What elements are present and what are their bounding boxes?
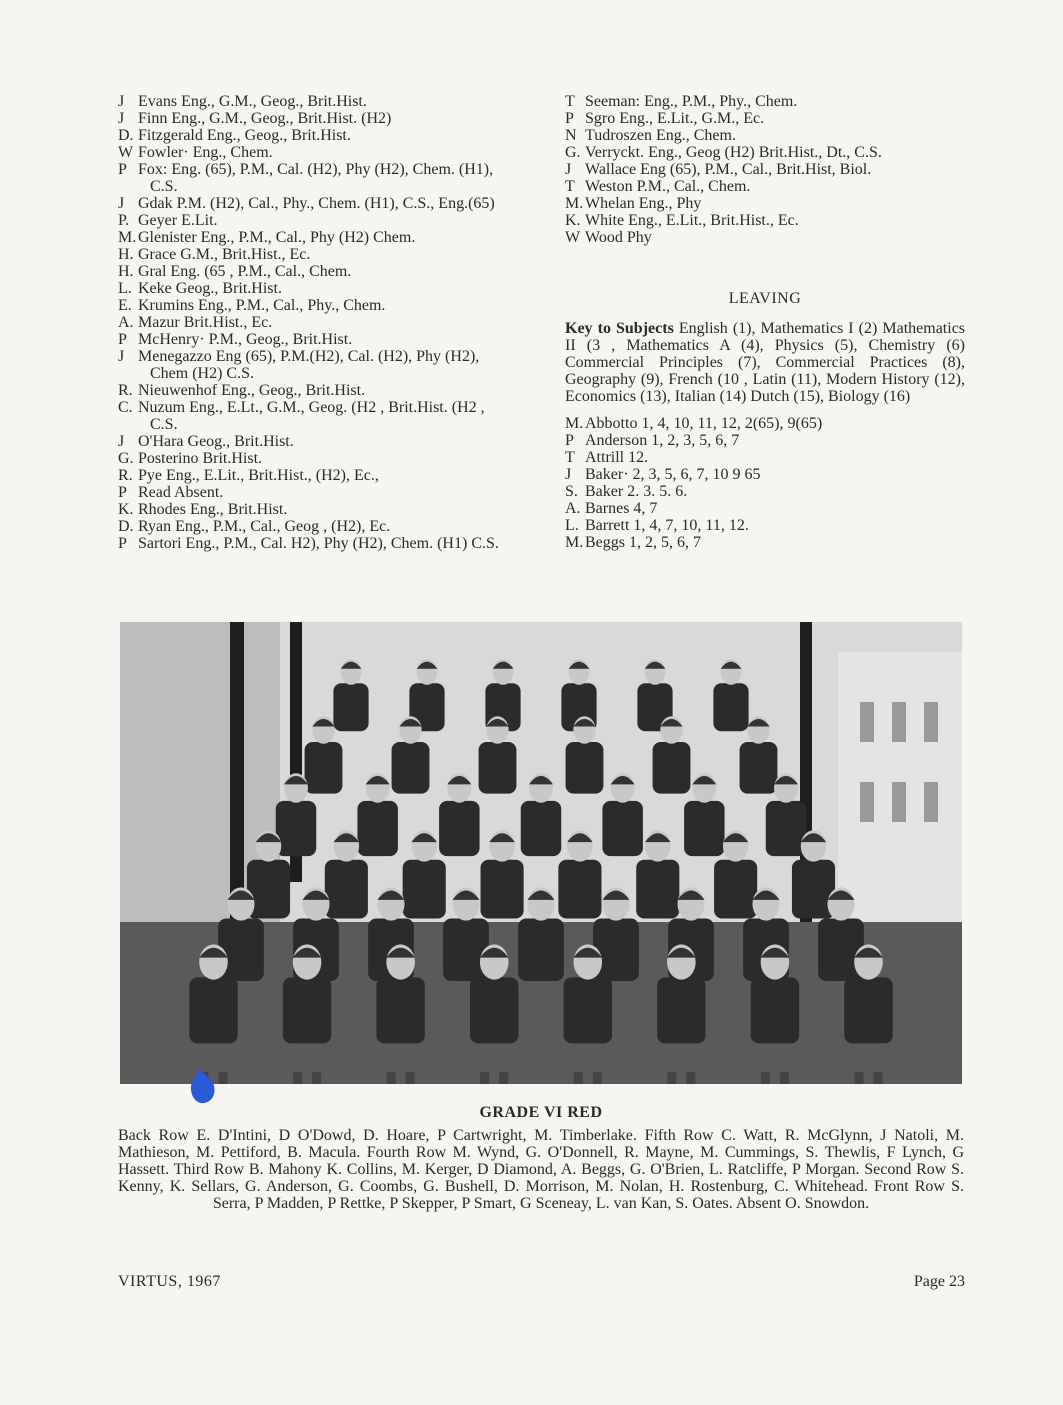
entry-initial: D.	[118, 127, 134, 144]
list-item	[565, 144, 965, 161]
photo-window	[892, 702, 906, 742]
photo-window	[860, 782, 874, 822]
student-blazer	[602, 801, 642, 856]
entry-text: Posterino Brit.Hist.	[138, 450, 263, 467]
entry-initial: L.	[118, 280, 132, 297]
entry-text: Beggs 1, 2, 5, 6, 7	[585, 534, 701, 551]
footer-page-number: Page 23	[913, 1273, 965, 1290]
footer-publication: VIRTUS, 1967	[118, 1273, 221, 1290]
entry-initial: P	[565, 432, 574, 449]
student-blazer	[189, 977, 237, 1043]
student-blazer	[740, 742, 778, 794]
student-blazer	[564, 977, 612, 1043]
subject-key-text: English (1), Mathematics I (2) Mathematics II (3 , Mathematics A (4), Physics (5), Chemistry (6) Commercial Principles (7), Commercial Practices (8), Geography (9), French (10 , Latin (11), Modern History (12), Economics (13), Italian (14) Dutch (15), Biology (16)	[565, 320, 966, 405]
list-item	[565, 229, 965, 246]
student-blazer	[376, 977, 424, 1043]
student-blazer	[766, 801, 806, 856]
list-item	[118, 348, 516, 382]
entry-text: Grace G.M., Brit.Hist., Ec.	[138, 246, 311, 263]
entry-text: Weston P.M., Cal., Chem.	[585, 178, 751, 195]
list-item	[565, 432, 965, 449]
student-leg	[667, 1072, 676, 1084]
entry-text: Gral Eng. (65 , P.M., Cal., Chem.	[138, 263, 352, 280]
list-item	[565, 534, 965, 551]
list-item	[565, 415, 965, 432]
list-item	[118, 127, 516, 144]
student-leg	[499, 1072, 508, 1084]
list-item	[118, 161, 516, 195]
student-leg	[406, 1072, 415, 1084]
entry-initial: J	[565, 161, 572, 178]
entry-initial: M.	[565, 534, 584, 551]
entry-text: Evans Eng., G.M., Geog., Brit.Hist.	[138, 93, 367, 110]
ink-blot-icon	[186, 1066, 218, 1108]
right-column-entries	[565, 93, 965, 246]
entry-initial: H.	[118, 246, 134, 263]
list-item	[565, 178, 965, 195]
student-blazer	[713, 683, 748, 731]
entry-initial: C.	[118, 399, 133, 416]
entry-initial: P.	[118, 212, 130, 229]
entry-text: Finn Eng., G.M., Geog., Brit.Hist. (H2)	[138, 110, 392, 127]
student-blazer	[714, 860, 757, 919]
student-blazer	[439, 801, 479, 856]
entry-text: Nuzum Eng., E.Lt., G.M., Geog. (H2 , Brit.Hist. (H2 , C.S.	[138, 399, 485, 433]
entry-text: Baker· 2, 3, 5, 6, 7, 10 9 65	[585, 466, 761, 483]
entry-text: Wood Phy	[585, 229, 652, 246]
entry-text: Menegazzo Eng (65), P.M.(H2), Cal. (H2), Phy (H2), Chem (H2) C.S.	[138, 348, 480, 382]
entry-text: Tudroszen Eng., Chem.	[585, 127, 736, 144]
entry-text: Krumins Eng., P.M., Cal., Phy., Chem.	[138, 297, 386, 314]
entry-initial: J	[118, 433, 125, 450]
entry-text: Mazur Brit.Hist., Ec.	[138, 314, 273, 331]
entry-text: Glenister Eng., P.M., Cal., Phy (H2) Chem.	[138, 229, 416, 246]
list-item	[118, 399, 516, 433]
entry-text: Rhodes Eng., Brit.Hist.	[138, 501, 288, 518]
student-blazer	[403, 860, 446, 919]
student-blazer	[751, 977, 799, 1043]
photo-window	[892, 782, 906, 822]
photo-illustration	[120, 622, 962, 1084]
student-blazer	[566, 742, 604, 794]
list-item	[118, 433, 516, 450]
student-blazer	[653, 742, 691, 794]
student-blazer	[325, 860, 368, 919]
left-column	[118, 93, 516, 552]
right-column	[565, 93, 965, 551]
entry-text: Fowler· Eng., Chem.	[138, 144, 273, 161]
entry-text: Sgro Eng., E.Lit., G.M., Ec.	[585, 110, 765, 127]
student-blazer	[636, 860, 679, 919]
entry-initial: T	[565, 93, 575, 110]
leaving-entries	[565, 415, 965, 551]
student-blazer	[684, 801, 724, 856]
entry-initial: K.	[118, 501, 134, 518]
entry-initial: M.	[118, 229, 137, 246]
entry-text: Barrett 1, 4, 7, 10, 11, 12.	[585, 517, 749, 534]
entry-text: Seeman: Eng., P.M., Phy., Chem.	[585, 93, 798, 110]
student-leg	[761, 1072, 770, 1084]
list-item	[118, 331, 516, 348]
list-item	[118, 467, 516, 484]
entry-text: O'Hara Geog., Brit.Hist.	[138, 433, 294, 450]
class-photograph	[120, 622, 962, 1084]
photo-caption-title: GRADE VI RED	[479, 1104, 603, 1121]
list-item	[565, 466, 965, 483]
list-item	[118, 263, 516, 280]
student-blazer	[657, 977, 705, 1043]
student-blazer	[521, 801, 561, 856]
student-blazer	[481, 860, 524, 919]
student-blazer	[470, 977, 518, 1043]
list-item	[118, 246, 516, 263]
entry-initial: J	[565, 466, 572, 483]
entry-initial: R.	[118, 382, 133, 399]
student-blazer	[283, 977, 331, 1043]
entry-text: Barnes 4, 7	[585, 500, 658, 517]
entry-initial: T	[565, 178, 575, 195]
student-blazer	[844, 977, 892, 1043]
list-item	[565, 517, 965, 534]
subject-key	[565, 320, 965, 405]
student-blazer	[392, 742, 430, 794]
student-blazer	[443, 919, 489, 981]
entry-initial: D.	[118, 518, 134, 535]
list-item	[565, 212, 965, 229]
entry-text: Read Absent.	[138, 484, 224, 501]
student-leg	[219, 1072, 228, 1084]
student-leg	[593, 1072, 602, 1084]
entry-text: Gdak P.M. (H2), Cal., Phy., Chem. (H1), C.S., Eng.(65)	[138, 195, 495, 212]
student-blazer	[305, 742, 343, 794]
student-blazer	[518, 919, 564, 981]
entry-text: McHenry· P.M., Geog., Brit.Hist.	[138, 331, 353, 348]
student-leg	[686, 1072, 695, 1084]
student-leg	[387, 1072, 396, 1084]
entry-text: Ryan Eng., P.M., Cal., Geog , (H2), Ec.	[138, 518, 391, 535]
entry-text: Attrill 12.	[585, 449, 649, 466]
entry-text: Keke Geog., Brit.Hist.	[138, 280, 282, 297]
list-item	[118, 314, 516, 331]
entry-initial: K.	[565, 212, 581, 229]
subject-key-label: Key to Subjects	[565, 320, 674, 337]
student-leg	[874, 1072, 883, 1084]
student-blazer	[479, 742, 517, 794]
entry-initial: A.	[565, 500, 581, 517]
list-item	[565, 127, 965, 144]
entry-text: Abbotto 1, 4, 10, 11, 12, 2(65), 9(65)	[585, 415, 823, 432]
list-item	[565, 110, 965, 127]
list-item	[118, 280, 516, 297]
entry-initial: P	[118, 161, 127, 178]
entry-text: Geyer E.Lit.	[138, 212, 218, 229]
list-item	[565, 161, 965, 178]
entry-text: Fitzgerald Eng., Geog., Brit.Hist.	[138, 127, 351, 144]
entry-initial: P	[118, 331, 127, 348]
entry-initial: J	[118, 93, 125, 110]
list-item	[118, 212, 516, 229]
entry-initial: S.	[565, 483, 578, 500]
list-item	[118, 144, 516, 161]
student-leg	[480, 1072, 489, 1084]
list-item	[118, 501, 516, 518]
photo-window	[860, 702, 874, 742]
list-item	[118, 535, 516, 552]
list-item	[565, 483, 965, 500]
list-item	[118, 518, 516, 535]
entry-initial: J	[118, 348, 125, 365]
list-item	[118, 297, 516, 314]
photo-window	[924, 782, 938, 822]
list-item	[118, 93, 516, 110]
list-item	[565, 195, 965, 212]
entry-initial: G.	[565, 144, 581, 161]
entry-initial: R.	[118, 467, 133, 484]
entry-initial: P	[565, 110, 574, 127]
list-item	[565, 93, 965, 110]
entry-initial: A.	[118, 314, 134, 331]
entry-initial: E.	[118, 297, 132, 314]
student-blazer	[558, 860, 601, 919]
entry-initial: H.	[118, 263, 134, 280]
list-item	[565, 500, 965, 517]
student-blazer	[333, 683, 368, 731]
student-blazer	[593, 919, 639, 981]
photo-window	[924, 702, 938, 742]
entry-initial: L.	[565, 517, 579, 534]
photo-caption-text: Back Row E. D'Intini, D O'Dowd, D. Hoare, P Cartwright, M. Timberlake. Fifth Row C. Watt, R. McGlynn, J Natoli, M. Mathieson, M. Pettiford, B. Macula. Fourth Row M. Wynd, G. O'Donnell, R. Mayne, M. Cummings, S. Thewlis, F Lynch, G Hassett. Third Row B. Mahony K. Collins, M. Kerger, D Diamond, A. Beggs, G. O'Brien, L. Ratcliffe, P Morgan. Second Row S. Kenny, K. Sellars, G. Anderson, G. Coombs, G. Bushell, D. Morrison, M. Nolan, H. Rostenburg, C. Whitehead. Front Row S. Serra, P Madden, P Rettke, P Skepper, P Smart, G Sceneay, L. van Kan, S. Oates. Absent O. Snowdon.	[118, 1127, 964, 1212]
entry-text: Anderson 1, 2, 3, 5, 6, 7	[585, 432, 740, 449]
list-item	[118, 382, 516, 399]
entry-initial: J	[118, 195, 125, 212]
entry-text: Sartori Eng., P.M., Cal. H2), Phy (H2), Chem. (H1) C.S.	[138, 535, 499, 552]
student-leg	[574, 1072, 583, 1084]
student-leg	[312, 1072, 321, 1084]
entry-text: Baker 2. 3. 5. 6.	[585, 483, 688, 500]
list-item	[118, 195, 516, 212]
student-blazer	[357, 801, 397, 856]
entry-text: White Eng., E.Lit., Brit.Hist., Ec.	[585, 212, 799, 229]
leaving-heading: LEAVING	[728, 290, 802, 307]
list-item	[565, 449, 965, 466]
student-leg	[780, 1072, 789, 1084]
entry-initial: M.	[565, 195, 584, 212]
entry-text: Pye Eng., E.Lit., Brit.Hist., (H2), Ec.,	[138, 467, 379, 484]
entry-initial: N	[565, 127, 577, 144]
entry-initial: G.	[118, 450, 134, 467]
entry-text: Whelan Eng., Phy	[585, 195, 702, 212]
list-item	[118, 450, 516, 467]
list-item	[118, 110, 516, 127]
list-item	[118, 229, 516, 246]
student-leg	[855, 1072, 864, 1084]
entry-initial: T	[565, 449, 575, 466]
student-blazer	[276, 801, 316, 856]
entry-initial: W	[565, 229, 581, 246]
entry-text: Verryckt. Eng., Geog (H2) Brit.Hist., Dt., C.S.	[585, 144, 882, 161]
entry-text: Wallace Eng (65), P.M., Cal., Brit.Hist, Biol.	[585, 161, 872, 178]
entry-initial: P	[118, 484, 127, 501]
entry-initial: M.	[565, 415, 584, 432]
entry-initial: W	[118, 144, 134, 161]
entry-text: Fox: Eng. (65), P.M., Cal. (H2), Phy (H2), Chem. (H1), C.S.	[138, 161, 494, 195]
entry-initial: P	[118, 535, 127, 552]
entry-text: Nieuwenhof Eng., Geog., Brit.Hist.	[138, 382, 366, 399]
student-leg	[293, 1072, 302, 1084]
entry-initial: J	[118, 110, 125, 127]
list-item	[118, 484, 516, 501]
